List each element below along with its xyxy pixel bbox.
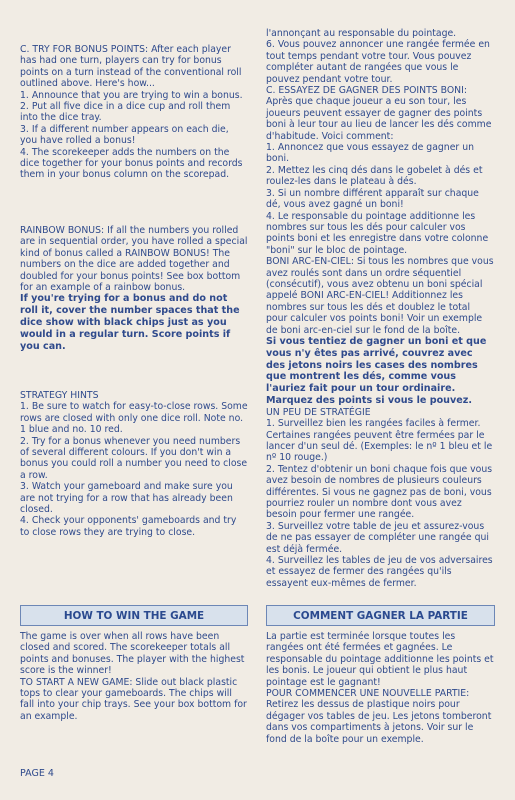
strategy-hint-2: 2. Try for a bonus whenever you need numbers of several different colours. If you don't win a bonus you could roll a number you need to close a row.: [20, 435, 248, 481]
bonus-step-3: 3. If a different number appears on each die, you have rolled a bonus!: [20, 123, 229, 147]
fr-bonus-step-4: 4. Le responsable du pointage additionne les nombres sur tous les dés pour calculer vos points boni et les enregistre dans votre colonne "boni" sur le bloc de pointage.: [266, 210, 489, 256]
rainbow-bonus-text: RAINBOW BONUS: If all the numbers you rolled are in sequential order, you have rolled a special kind of bonus called a RAINBOW BONUS! The numbers on the dice are added together and doubled for your bonus points! See box bottom for an example of a rainbow bonus.: [20, 225, 248, 294]
fr-strategy-4: 4. Surveillez les tables de jeu de vos adversaires et essayez de fermer des rangées qu'ils essayent eux-mêmes de fermer.: [266, 555, 493, 589]
fr-bonus-heading: C. ESSAYEZ DE GAGNER DES POINTS BONI: Après que chaque joueur a eu son tour, les joueurs peuvent essayer de gagner des points boni à leur tour au lieu de lancer les dés comme d'habitude. Voici comment:: [266, 85, 492, 142]
win-text: The game is over when all rows have been closed and scored. The scorekeeper totals all points and bonuses. The player with the highest score is the winner!: [20, 631, 245, 677]
new-game-text: TO START A NEW GAME: Slide out black plastic tops to clear your gameboards. The chips will fall into your chip trays. See your box bottom for an example.: [20, 676, 247, 722]
comment-gagner-banner: COMMENT GAGNER LA PARTIE: [266, 605, 495, 626]
strategy-hints-section: [20, 390, 248, 538]
fr-rainbow-text: BONI ARC-EN-CIEL: Si tous les nombres que vous avez roulés sont dans un ordre séquentiel (consécutif), vous avez obtenu un boni spécial appelé BONI ARC-EN-CIEL! Additionnez les nombres sur tous les dés et doublez le total pour calculer vos points boni! Voir un exemple de boni arc-en-ciel sur le fond de la boîte.: [266, 256, 494, 336]
bonus-points-section: [20, 44, 248, 181]
fr-strategy-2: 2. Tentez d'obtenir un boni chaque fois que vous avez besoin de nombres de plusieurs couleurs différentes. Si vous ne gagnez pas de boni, vous pourriez rouler un nombre dont vous avez besoin pour fermer une rangée.: [266, 463, 493, 521]
fr-strategy-3: 3. Surveillez votre table de jeu et assurez-vous de ne pas essayer de compléter une rangée qui est déjà fermée.: [266, 520, 489, 555]
bonus-step-1: 1. Announce that you are trying to win a bonus.: [20, 89, 243, 101]
strategy-hints-heading: STRATEGY HINTS: [20, 390, 99, 401]
bonus-points-intro: C. TRY FOR BONUS POINTS: After each player has had one turn, players can try for bonus points on a turn instead of the conventional roll outlined above. Here's how...: [20, 44, 242, 90]
how-to-win-section: [20, 631, 248, 722]
fr-win-text: La partie est terminée lorsque toutes les rangées ont été fermées et gagnées. Le responsable du pointage additionne les points et les bonis. Le joueur qui obtient le plus haut pointage est le gagnant!: [266, 631, 494, 688]
fr-rainbow-bold-note: Si vous tentiez de gagner un boni et que vous n'y êtes pas arrivé, couvrez avec des jetons noirs les cases des nombres que montrent les dés, comme vous l'auriez fait pour un tour ordinaire. Marquez des points si vous le pouvez.: [266, 335, 487, 406]
how-to-win-banner: HOW TO WIN THE GAME: [20, 605, 248, 626]
fr-bonus-step-3: 3. Si un nombre différent apparaît sur chaque dé, vous avez gagné un boni!: [266, 187, 479, 211]
rainbow-bonus-bold-note: If you're trying for a bonus and do not roll it, cover the number spaces that the dice show with black chips just as you would in a regular turn. Score points if you can.: [20, 293, 240, 352]
strategy-hint-1: 1. Be sure to watch for easy-to-close rows. Some rows are closed with only one dice roll. Note no. 1 blue and no. 10 red.: [20, 401, 248, 436]
fr-intro-1: 6. Vous pouvez annoncer une rangée fermée en tout temps pendant votre tour. Vous pouvez compléter autant de rangées que vous le pouvez pendant votre tour.: [266, 39, 490, 85]
bonus-step-2: 2. Put all five dice in a dice cup and roll them into the dice tray.: [20, 101, 231, 124]
fr-win-section: [266, 631, 494, 745]
fr-bonus-step-2: 2. Mettez les cinq dés dans le gobelet à dés et roulez-les dans le plateau à dés.: [266, 164, 483, 188]
fr-bonus-step-1: 1. Annoncez que vous essayez de gagner un boni.: [266, 142, 474, 165]
fr-strategy-1: 1. Surveillez bien les rangées faciles à fermer. Certaines rangées peuvent être fermées par le lancer d'un seul dé. (Exemples: le nº 1 bleu et le nº 10 rouge.): [266, 418, 493, 464]
bonus-step-4: 4. The scorekeeper adds the numbers on the dice together for your bonus points and records them in your bonus column on the scorepad.: [20, 146, 243, 181]
french-rules-section: [266, 28, 494, 589]
rainbow-bonus-section: [20, 225, 248, 352]
fr-strategy-heading: UN PEU DE STRATÉGIE: [266, 406, 371, 418]
fr-intro-0: l'annonçant au responsable du pointage.: [266, 28, 457, 39]
strategy-hint-4: 4. Check your opponents' gameboards and try to close rows they are trying to close.: [20, 515, 237, 538]
page-number: PAGE 4: [20, 768, 54, 779]
strategy-hint-3: 3. Watch your gameboard and make sure you are not trying for a row that has already been closed.: [20, 481, 233, 516]
fr-new-game-text: POUR COMMENCER UNE NOUVELLE PARTIE: Retirez les dessus de plastique noirs pour dégager vos tables de jeu. Les jetons tomberont dans vos compartiments à jetons. Voir sur le fond de la boîte pour un exemple.: [266, 688, 492, 745]
